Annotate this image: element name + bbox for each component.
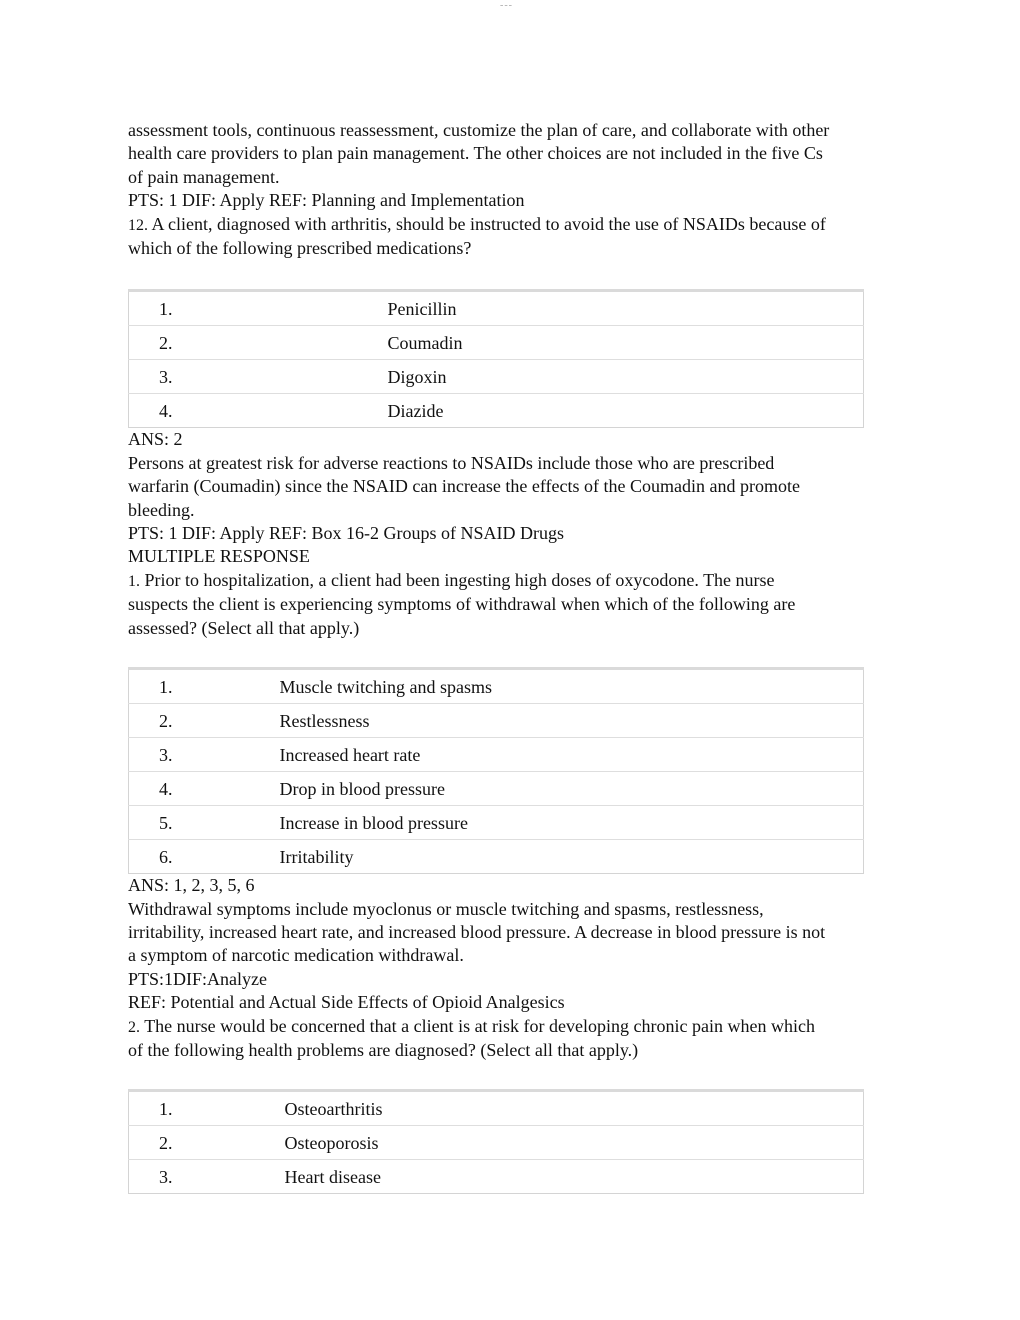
option-text: Osteoarthritis — [284, 1098, 383, 1119]
option-text: Irritability — [280, 840, 864, 874]
answer-line: ANS: 1, 2, 3, 5, 6 — [128, 875, 255, 896]
option-text: Diazide — [388, 394, 864, 428]
document-page — [128, 119, 878, 1194]
option-text: Drop in blood pressure — [280, 772, 864, 806]
option-number: 3. — [129, 1160, 285, 1194]
rationale-line: warfarin (Coumadin) since the NSAID can increase the effects of the Coumadin and promote — [128, 476, 800, 497]
spacer — [128, 640, 878, 667]
table-row — [129, 291, 864, 326]
option-number: 2. — [129, 1126, 285, 1160]
text-line: health care providers to plan pain management. The other choices are not included in the five Cs — [128, 143, 823, 164]
table-row — [129, 840, 864, 874]
table-row — [129, 360, 864, 394]
option-number: 3. — [129, 738, 280, 772]
option-number: 6. — [129, 840, 280, 874]
option-number: 3. — [129, 360, 388, 394]
option-text: Digoxin — [388, 360, 864, 394]
option-text: Osteoporosis — [285, 1126, 864, 1160]
option-number: 1. — [159, 676, 173, 697]
question-text: Prior to hospitalization, a client had been ingesting high doses of oxycodone. The nurse — [144, 569, 775, 590]
option-text: Restlessness — [280, 704, 864, 738]
rationale-line: irritability, increased heart rate, and increased blood pressure. A decrease in blood pressure is not — [128, 921, 826, 942]
option-number: 2. — [129, 704, 280, 738]
rationale-line: bleeding. — [128, 499, 195, 520]
option-number: 5. — [129, 806, 280, 840]
table-row — [129, 738, 864, 772]
answer-line: ANS: 2 — [128, 429, 183, 450]
question-mr2-line — [128, 1015, 878, 1039]
question-text: The nurse would be concerned that a client is at risk for developing chronic pain when which — [144, 1015, 815, 1036]
q12-options-table — [128, 289, 864, 428]
table-row — [129, 394, 864, 428]
ref-line: REF: Potential and Actual Side Effects of Opioid Analgesics — [128, 992, 565, 1013]
option-number: 2. — [129, 326, 388, 360]
option-text: Increase in blood pressure — [280, 806, 864, 840]
rationale-line: Withdrawal symptoms include myoclonus or muscle twitching and spasms, restlessness, — [128, 898, 764, 919]
question-mr1-line — [128, 569, 878, 593]
table-row — [129, 704, 864, 738]
question-text: A client, diagnosed with arthritis, should be instructed to avoid the use of NSAIDs because of — [151, 213, 826, 234]
pts-line: PTS: 1 DIF: Apply REF: Planning and Implementation — [128, 190, 525, 211]
question-text: which of the following prescribed medications? — [128, 238, 472, 259]
option-text: Increased heart rate — [280, 738, 864, 772]
table-row — [129, 669, 864, 704]
text-line: of pain management. — [128, 166, 280, 187]
table-row — [129, 1091, 864, 1126]
question-text: of the following health problems are diagnosed? (Select all that apply.) — [128, 1039, 639, 1060]
option-number: 4. — [129, 772, 280, 806]
rationale-line: a symptom of narcotic medication withdrawal. — [128, 945, 464, 966]
spacer — [128, 260, 878, 289]
table-row — [129, 1160, 864, 1194]
option-text: Heart disease — [285, 1160, 864, 1194]
question-text: suspects the client is experiencing symptoms of withdrawal when which of the following are — [128, 594, 796, 615]
question-number: 2. — [128, 1018, 140, 1036]
text-line: assessment tools, continuous reassessment, customize the plan of care, and collaborate with other — [128, 120, 830, 140]
question-number: 12. — [128, 216, 148, 234]
mr1-options-table — [128, 667, 864, 874]
table-row — [129, 806, 864, 840]
option-text: Coumadin — [388, 326, 864, 360]
spacer — [128, 1062, 878, 1089]
question-text: assessed? (Select all that apply.) — [128, 617, 360, 638]
section-heading: MULTIPLE RESPONSE — [128, 546, 310, 567]
option-text: Penicillin — [387, 298, 457, 319]
rationale-line: Persons at greatest risk for adverse reactions to NSAIDs include those who are prescribed — [128, 452, 775, 473]
question-12-line — [128, 213, 878, 237]
mr2-options-table — [128, 1089, 864, 1194]
option-number: 1. — [159, 1098, 173, 1119]
table-row — [129, 772, 864, 806]
table-row — [129, 1126, 864, 1160]
table-row — [129, 326, 864, 360]
pts-line: PTS:1DIF:Analyze — [128, 968, 267, 989]
option-number: 1. — [159, 298, 173, 319]
question-number: 1. — [128, 572, 140, 590]
page-header-mark: --- — [500, 0, 513, 11]
pts-line: PTS: 1 DIF: Apply REF: Box 16-2 Groups of NSAID Drugs — [128, 523, 565, 544]
option-number: 4. — [129, 394, 388, 428]
option-text: Muscle twitching and spasms — [279, 676, 492, 697]
